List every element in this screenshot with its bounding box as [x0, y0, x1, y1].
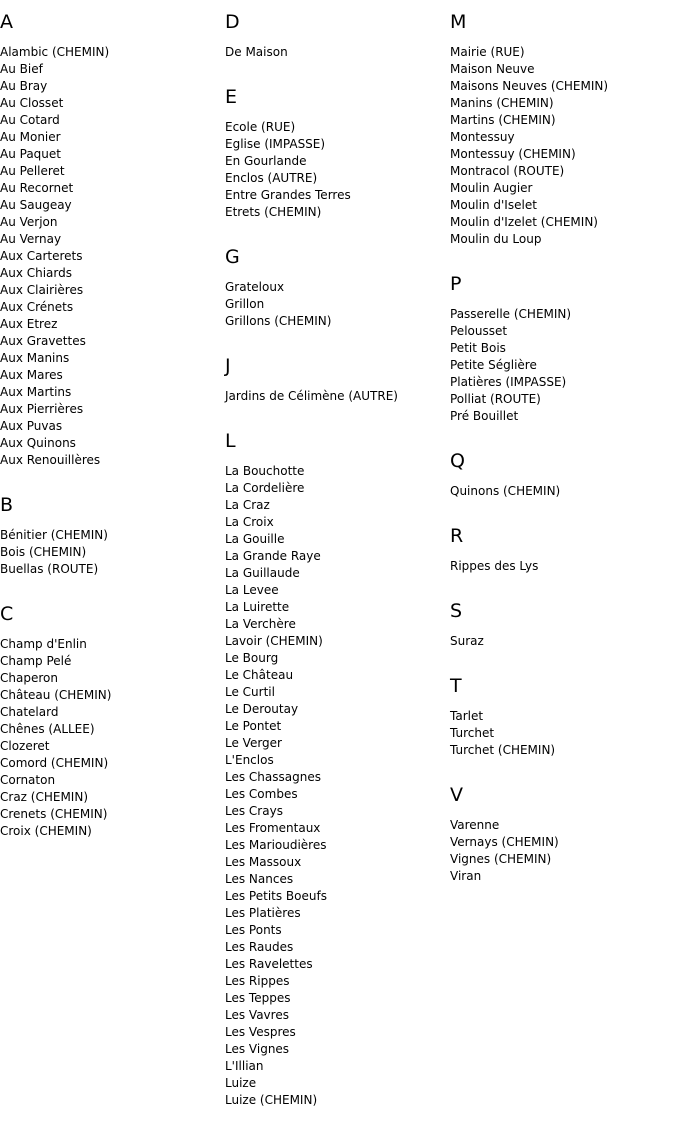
- street-list: [450, 44, 670, 248]
- letter-section: [225, 10, 445, 61]
- street-name-link[interactable]: Les Crays: [225, 804, 283, 818]
- street-list: [225, 44, 445, 61]
- street-name-link[interactable]: Chênes (ALLEE): [0, 722, 95, 736]
- letter-section: [450, 524, 670, 575]
- letter-heading: Q: [450, 450, 465, 472]
- letter-section: [225, 354, 445, 405]
- letter-heading: G: [225, 246, 240, 268]
- street-name-link[interactable]: Alambic (CHEMIN): [0, 45, 110, 59]
- letter-heading: M: [450, 11, 467, 33]
- street-name-link[interactable]: Suraz: [450, 634, 484, 648]
- street-list: [0, 44, 220, 469]
- street-name-link[interactable]: Château (CHEMIN): [0, 688, 112, 702]
- street-name-link[interactable]: Les Vespres: [225, 1025, 296, 1039]
- street-name-link[interactable]: La Guillaude: [225, 566, 300, 580]
- street-name-link[interactable]: Aux Renouillères: [0, 453, 101, 467]
- street-name-link[interactable]: Maisons Neuves (CHEMIN): [450, 79, 609, 93]
- street-name-link[interactable]: Vignes (CHEMIN): [450, 852, 552, 866]
- street-name-link[interactable]: Les Vavres: [225, 1008, 289, 1022]
- street-name-link[interactable]: Champ Pelé: [0, 654, 72, 668]
- street-name-link[interactable]: L'Enclos: [225, 753, 274, 767]
- letter-section: [0, 10, 220, 469]
- street-name-link[interactable]: Maison Neuve: [450, 62, 535, 76]
- street-name-link[interactable]: Les Combes: [225, 787, 298, 801]
- street-name-link[interactable]: Mairie (RUE): [450, 45, 525, 59]
- street-name-link[interactable]: Les Rippes: [225, 974, 290, 988]
- letter-section: [450, 272, 670, 425]
- street-name-link[interactable]: Petit Bois: [450, 341, 506, 355]
- street-name-link[interactable]: Viran: [450, 869, 482, 883]
- street-name-link[interactable]: Montessuy: [450, 130, 515, 144]
- street-name-link[interactable]: De Maison: [225, 45, 288, 59]
- street-index-column-2: [225, 10, 445, 1133]
- street-name-link[interactable]: Bois (CHEMIN): [0, 545, 87, 559]
- street-name-link[interactable]: Les Nances: [225, 872, 294, 886]
- street-name-link[interactable]: Aux Gravettes: [0, 334, 86, 348]
- street-list: [225, 119, 445, 221]
- letter-heading: S: [450, 600, 463, 622]
- street-name-link[interactable]: Grillons (CHEMIN): [225, 314, 332, 328]
- street-name-link[interactable]: Au Cotard: [0, 113, 60, 127]
- street-name-link[interactable]: Polliat (ROUTE): [450, 392, 541, 406]
- street-name-link[interactable]: Chaperon: [0, 671, 58, 685]
- street-name-link[interactable]: L'Illian: [225, 1059, 264, 1073]
- street-name-link[interactable]: La Cordelière: [225, 481, 305, 495]
- street-name-link[interactable]: Le Bourg: [225, 651, 279, 665]
- street-name-link[interactable]: Buellas (ROUTE): [0, 562, 99, 576]
- street-name-link[interactable]: Pelousset: [450, 324, 508, 338]
- street-name-link[interactable]: Eglise (IMPASSE): [225, 137, 326, 151]
- street-name-link[interactable]: Le Deroutay: [225, 702, 299, 716]
- street-name-link[interactable]: Les Marioudières: [225, 838, 327, 852]
- street-name-link[interactable]: Le Verger: [225, 736, 282, 750]
- street-name-link[interactable]: Moulin du Loup: [450, 232, 542, 246]
- letter-heading: C: [0, 603, 14, 625]
- street-name-link[interactable]: Luize: [225, 1076, 257, 1090]
- street-name-link[interactable]: Moulin d'Izelet (CHEMIN): [450, 215, 598, 229]
- street-name-link[interactable]: Bénitier (CHEMIN): [0, 528, 108, 542]
- street-name-link[interactable]: En Gourlande: [225, 154, 307, 168]
- street-name-link[interactable]: Enclos (AUTRE): [225, 171, 318, 185]
- street-list: [450, 633, 670, 650]
- street-name-link[interactable]: Au Bief: [0, 62, 43, 76]
- letter-heading: P: [450, 273, 462, 295]
- street-name-link[interactable]: Aux Pierrières: [0, 402, 84, 416]
- street-name-link[interactable]: Passerelle (CHEMIN): [450, 307, 572, 321]
- street-name-link[interactable]: La Bouchotte: [225, 464, 305, 478]
- letter-section: [225, 429, 445, 1109]
- street-name-link[interactable]: Quinons (CHEMIN): [450, 484, 561, 498]
- street-name-link[interactable]: Jardins de Célimène (AUTRE): [225, 389, 398, 403]
- street-name-link[interactable]: La Luirette: [225, 600, 290, 614]
- street-name-link[interactable]: Tarlet: [450, 709, 484, 723]
- street-name-link[interactable]: Turchet (CHEMIN): [450, 743, 556, 757]
- street-name-link[interactable]: Aux Crénets: [0, 300, 74, 314]
- street-name-link[interactable]: Rippes des Lys: [450, 559, 539, 573]
- street-name-link[interactable]: Moulin d'Iselet: [450, 198, 537, 212]
- letter-section: [450, 674, 670, 759]
- street-name-link[interactable]: Etrets (CHEMIN): [225, 205, 322, 219]
- street-name-link[interactable]: La Levee: [225, 583, 279, 597]
- letter-section: [450, 449, 670, 500]
- street-name-link[interactable]: Clozeret: [0, 739, 50, 753]
- letter-heading: A: [0, 11, 13, 33]
- street-name-link[interactable]: Croix (CHEMIN): [0, 824, 92, 838]
- letter-heading: D: [225, 11, 240, 33]
- street-name-link[interactable]: Ecole (RUE): [225, 120, 296, 134]
- street-name-link[interactable]: Comord (CHEMIN): [0, 756, 109, 770]
- street-name-link[interactable]: Entre Grandes Terres: [225, 188, 351, 202]
- street-name-link[interactable]: Aux Mares: [0, 368, 63, 382]
- street-list: [0, 636, 220, 840]
- street-name-link[interactable]: Les Platières: [225, 906, 301, 920]
- letter-section: [0, 602, 220, 840]
- street-list: [0, 527, 220, 578]
- street-name-link[interactable]: Moulin Augier: [450, 181, 533, 195]
- street-name-link[interactable]: Aux Chiards: [0, 266, 72, 280]
- street-name-link[interactable]: Les Massoux: [225, 855, 302, 869]
- street-name-link[interactable]: Martins (CHEMIN): [450, 113, 556, 127]
- street-name-link[interactable]: Champ d'Enlin: [0, 637, 87, 651]
- street-name-link[interactable]: Montessuy (CHEMIN): [450, 147, 576, 161]
- letter-section: [450, 10, 670, 248]
- street-list: [450, 483, 670, 500]
- street-name-link[interactable]: Aux Carterets: [0, 249, 83, 263]
- street-name-link[interactable]: Au Pelleret: [0, 164, 65, 178]
- street-name-link[interactable]: Au Monier: [0, 130, 61, 144]
- street-list: [450, 558, 670, 575]
- letter-heading: E: [225, 86, 238, 108]
- street-name-link[interactable]: Les Chassagnes: [225, 770, 321, 784]
- street-name-link[interactable]: Aux Martins: [0, 385, 72, 399]
- street-name-link[interactable]: La Grande Raye: [225, 549, 321, 563]
- street-name-link[interactable]: Le Château: [225, 668, 294, 682]
- street-name-link[interactable]: Varenne: [450, 818, 500, 832]
- street-name-link[interactable]: Luize (CHEMIN): [225, 1093, 318, 1107]
- street-name-link[interactable]: Aux Etrez: [0, 317, 58, 331]
- street-name-link[interactable]: Grillon: [225, 297, 265, 311]
- street-name-link[interactable]: Turchet: [450, 726, 495, 740]
- street-name-link[interactable]: Les Fromentaux: [225, 821, 321, 835]
- street-name-link[interactable]: Au Verjon: [0, 215, 58, 229]
- street-list: [225, 279, 445, 330]
- letter-heading: L: [225, 430, 236, 452]
- letter-section: [225, 85, 445, 221]
- street-name-link[interactable]: Grateloux: [225, 280, 285, 294]
- street-name-link[interactable]: Les Teppes: [225, 991, 291, 1005]
- street-name-link[interactable]: Les Petits Boeufs: [225, 889, 327, 903]
- street-name-link[interactable]: Au Vernay: [0, 232, 62, 246]
- street-name-link[interactable]: Crenets (CHEMIN): [0, 807, 108, 821]
- street-name-link[interactable]: Platières (IMPASSE): [450, 375, 567, 389]
- street-name-link[interactable]: Les Raudes: [225, 940, 294, 954]
- letter-heading: V: [450, 784, 463, 806]
- street-name-link[interactable]: Aux Clairières: [0, 283, 84, 297]
- street-name-link[interactable]: Les Vignes: [225, 1042, 290, 1056]
- street-list: [225, 388, 445, 405]
- street-list: [225, 463, 445, 1109]
- street-name-link[interactable]: Les Ponts: [225, 923, 282, 937]
- letter-heading: T: [450, 675, 462, 697]
- street-name-link[interactable]: Chatelard: [0, 705, 59, 719]
- street-name-link[interactable]: Vernays (CHEMIN): [450, 835, 559, 849]
- street-name-link[interactable]: Aux Manins: [0, 351, 70, 365]
- letter-section: [0, 493, 220, 578]
- street-name-link[interactable]: Les Ravelettes: [225, 957, 313, 971]
- street-name-link[interactable]: La Verchère: [225, 617, 296, 631]
- street-name-link[interactable]: Au Saugeay: [0, 198, 72, 212]
- street-name-link[interactable]: Au Recornet: [0, 181, 74, 195]
- street-name-link[interactable]: La Croix: [225, 515, 274, 529]
- street-name-link[interactable]: Aux Quinons: [0, 436, 76, 450]
- letter-section: [225, 245, 445, 330]
- street-name-link[interactable]: Aux Puvas: [0, 419, 63, 433]
- letter-heading: B: [0, 494, 14, 516]
- letter-heading: R: [450, 525, 464, 547]
- street-name-link[interactable]: Craz (CHEMIN): [0, 790, 88, 804]
- street-name-link[interactable]: La Gouille: [225, 532, 285, 546]
- street-name-link[interactable]: Lavoir (CHEMIN): [225, 634, 323, 648]
- street-name-link[interactable]: Manins (CHEMIN): [450, 96, 554, 110]
- street-name-link[interactable]: Cornaton: [0, 773, 56, 787]
- street-index-column-3: [450, 10, 670, 909]
- street-list: [450, 817, 670, 885]
- street-index-column-1: [0, 10, 220, 864]
- letter-heading: J: [225, 355, 231, 377]
- street-name-link[interactable]: Le Pontet: [225, 719, 282, 733]
- street-name-link[interactable]: Montracol (ROUTE): [450, 164, 565, 178]
- street-name-link[interactable]: Au Closset: [0, 96, 64, 110]
- street-name-link[interactable]: Le Curtil: [225, 685, 275, 699]
- street-list: [450, 306, 670, 425]
- letter-section: [450, 783, 670, 885]
- street-name-link[interactable]: Pré Bouillet: [450, 409, 519, 423]
- street-list: [450, 708, 670, 759]
- street-name-link[interactable]: Petite Séglière: [450, 358, 537, 372]
- street-name-link[interactable]: La Craz: [225, 498, 270, 512]
- letter-section: [450, 599, 670, 650]
- street-name-link[interactable]: Au Bray: [0, 79, 48, 93]
- street-name-link[interactable]: Au Paquet: [0, 147, 61, 161]
